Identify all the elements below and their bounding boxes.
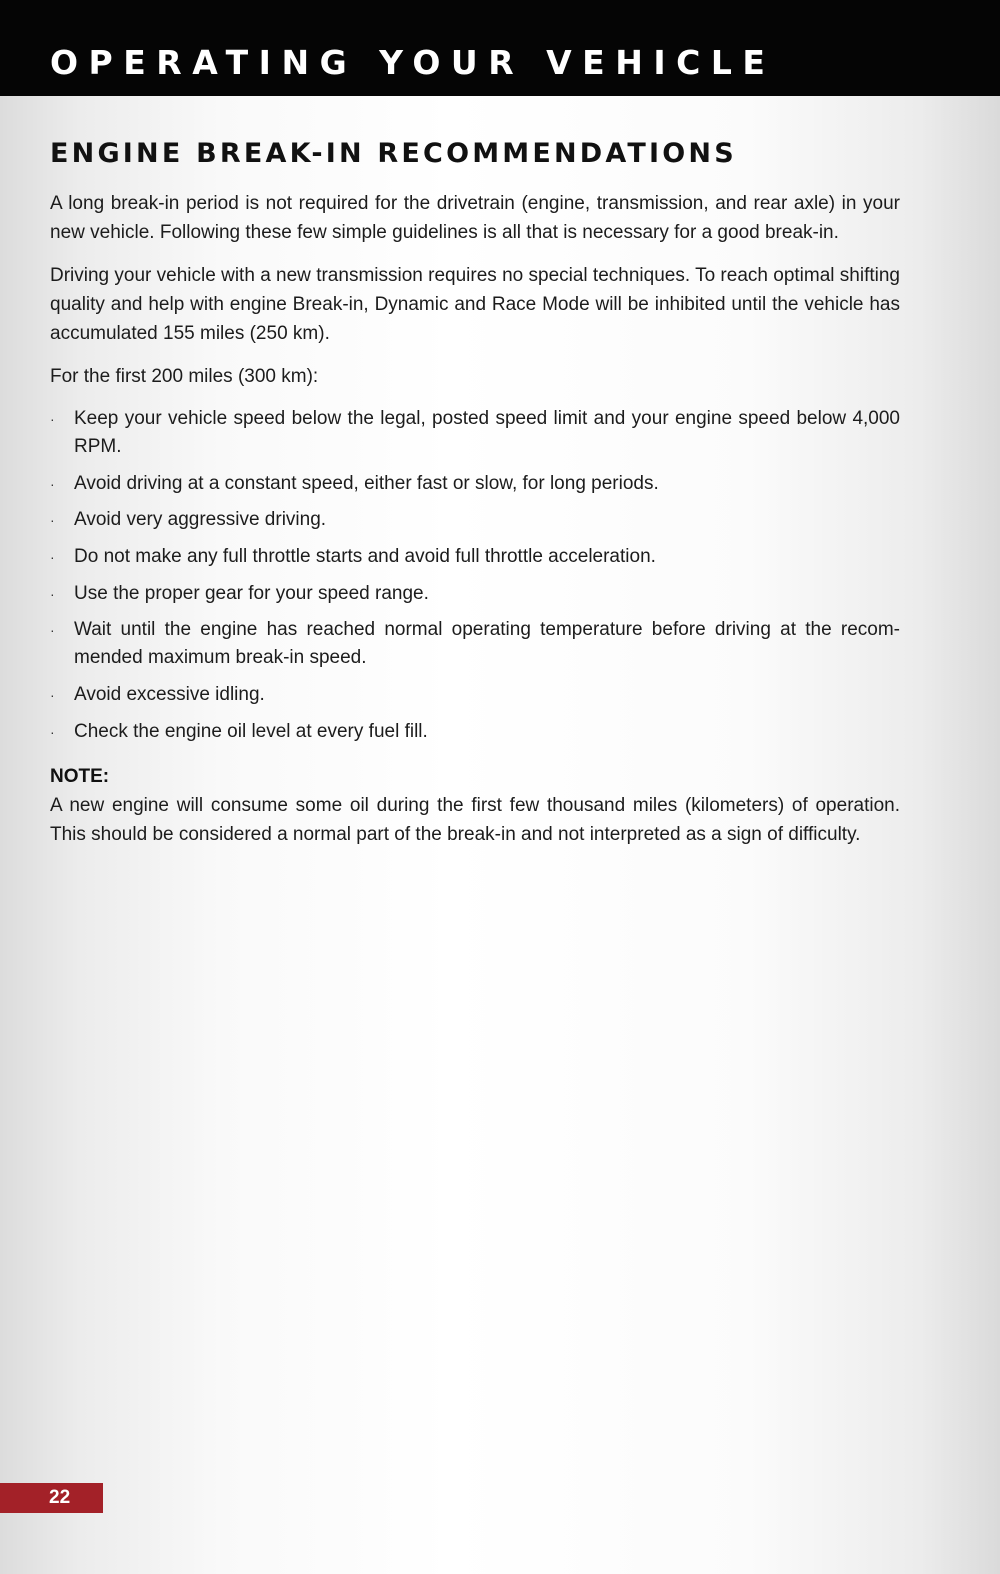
list-item-text: Check the engine oil level at every fuel fill.: [74, 720, 428, 742]
bullet-icon: ·: [50, 411, 55, 428]
list-item: [50, 543, 900, 571]
list-item: [50, 616, 900, 672]
section-title: ENGINE BREAK-IN RECOMMENDATIONS: [50, 138, 737, 169]
page-number: 22: [49, 1487, 71, 1508]
list-item: [50, 580, 900, 608]
note-text: A new engine will consume some oil during the first few thousand miles (kilometers) of operation. This should be considered a normal part of the break-in and not interpreted as a sign of difficulty.: [50, 794, 900, 845]
bullet-icon: ·: [50, 622, 55, 639]
bullet-icon: ·: [50, 475, 55, 492]
bullet-icon: ·: [50, 687, 55, 704]
list-item-text: Avoid driving at a constant speed, either fast or slow, for long periods.: [74, 472, 659, 494]
list-item-text: Do not make any full throttle starts and avoid full throttle acceleration.: [74, 546, 656, 568]
bullet-icon: ·: [50, 512, 55, 529]
break-in-guidelines-list: [50, 405, 900, 746]
intro-paragraph: A long break-in period is not required for the drivetrain (engine, transmission, and rear axle) in your new vehicle. Following these few simple guidelines is all that is necessary for a good break-in.: [50, 193, 900, 244]
list-item: [50, 470, 900, 498]
list-item: [50, 718, 900, 746]
list-item-text: Keep your vehicle speed below the legal, posted speed limit and your engine speed below 4,000 RPM.: [74, 408, 900, 458]
first-miles-paragraph: For the first 200 miles (300 km):: [50, 366, 319, 388]
chapter-title: OPERATING YOUR VEHICLE: [50, 43, 776, 82]
list-item-text: Wait until the engine has reached normal operating temperature before driving at the recom-mended maximum break-in speed.: [74, 619, 900, 669]
bullet-icon: ·: [50, 585, 55, 602]
transmission-paragraph: Driving your vehicle with a new transmission requires no special techniques. To reach optimal shifting quality and help with engine Break-in, Dynamic and Race Mode will be inhibited until the vehicle has accumulated 155 miles (250 km).: [50, 265, 900, 345]
bullet-icon: ·: [50, 549, 55, 566]
list-item-text: Avoid excessive idling.: [74, 684, 265, 706]
list-item-text: Use the proper gear for your speed range.: [74, 582, 429, 604]
note-label: NOTE:: [50, 765, 110, 787]
list-item-text: Avoid very aggressive driving.: [74, 509, 327, 531]
list-item: [50, 681, 900, 709]
list-item: [50, 506, 900, 534]
bullet-icon: ·: [50, 723, 55, 740]
page-content: [50, 138, 900, 849]
list-item: [50, 405, 900, 461]
